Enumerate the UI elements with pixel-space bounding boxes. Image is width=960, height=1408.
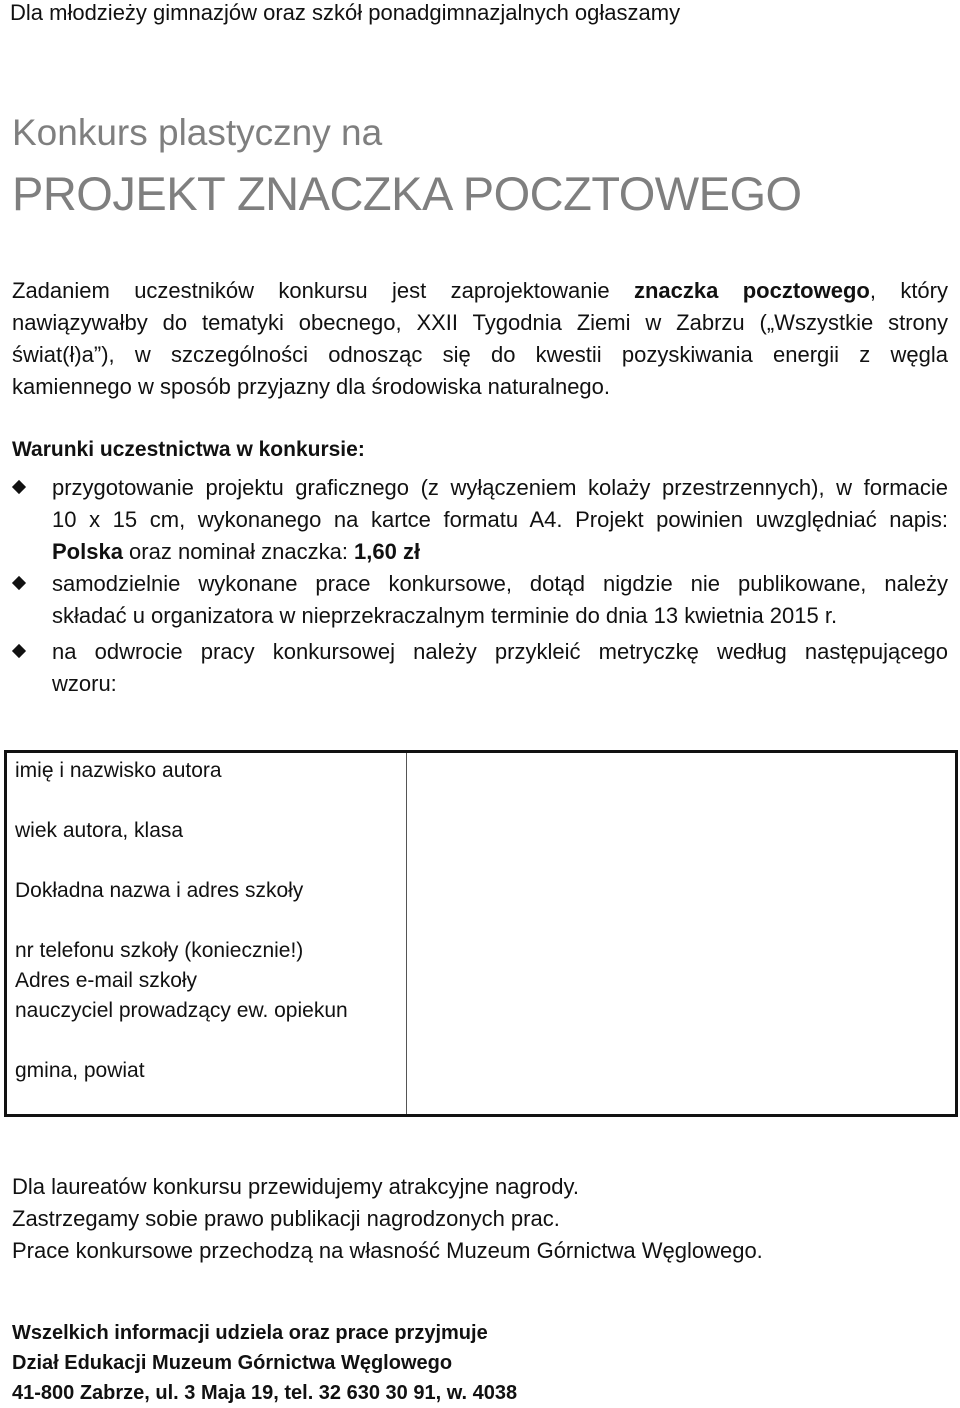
note-prizes: Dla laureatów konkursu przewidujemy atrakcyjne nagrody. <box>12 1174 579 1199</box>
diamond-bullet-icon <box>12 576 26 590</box>
contact-line-1: Wszelkich informacji udziela oraz prace przyjmuje <box>12 1322 488 1344</box>
form-label-school-phone: nr telefonu szkoły (koniecznie!) <box>15 939 304 962</box>
form-label-author-age: wiek autora, klasa <box>15 819 184 842</box>
contact-line-2: Dział Edukacji Muzeum Górnictwa Węglowego <box>12 1352 453 1374</box>
form-label-district: gmina, powiat <box>15 1059 145 1082</box>
condition-item-3: na odwrocie pracy konkursowej należy przykleić metryczkę według następującego wzoru: <box>12 636 948 700</box>
form-label-teacher: nauczyciel prowadzący ew. opiekun <box>15 999 348 1022</box>
form-column-divider <box>406 753 407 1114</box>
note-publication: Zastrzegamy sobie prawo publikacji nagrodzonych prac. <box>12 1206 560 1231</box>
title-line-1: Konkurs plastyczny na <box>12 112 383 153</box>
note-ownership: Prace konkursowe przechodzą na własność Muzeum Górnictwa Węglowego. <box>12 1238 763 1263</box>
contact-line-3: 41-800 Zabrze, ul. 3 Maja 19, tel. 32 630 30 91, w. 4038 <box>12 1382 518 1404</box>
condition-item-2: samodzielnie wykonane prace konkursowe, dotąd nigdzie nie publikowane, należy składać u organizatora w nieprzekraczalnym terminie do dnia 13 kwietnia 2015 r. <box>12 568 948 632</box>
diamond-bullet-icon <box>12 644 26 658</box>
description-line-2: nawiązywałby do tematyki obecnego, XXII Tygodnia Ziemi w Zabrzu („Wszystkie strony <box>12 310 948 335</box>
condition-item-1: przygotowanie projektu graficznego (z wyłączeniem kolaży przestrzennych), w formacie 10 x 15 cm, wykonanego na kartce formatu A4. Projekt powinien uwzględniać napis: Polska oraz nominał znaczka: 1,60 zł <box>12 472 948 568</box>
form-label-school: Dokładna nazwa i adres szkoły <box>15 879 304 902</box>
description-bold: znaczka pocztowego <box>633 278 870 303</box>
conditions-heading: Warunki uczestnictwa w konkursie: <box>12 438 365 461</box>
description-line-3: świat(ł)a”), w szczególności odnosząc się do kwestii pozyskiwania energii z węgla <box>12 342 948 367</box>
diamond-bullet-icon <box>12 480 26 494</box>
title-line-2: PROJEKT ZNACZKA POCZTOWEGO <box>12 167 802 220</box>
form-label-author-name: imię i nazwisko autora <box>15 759 222 782</box>
intro-text: Dla młodzieży gimnazjów oraz szkół ponadgimnazjalnych ogłaszamy <box>10 0 681 25</box>
form-label-email: Adres e-mail szkoły <box>15 969 198 992</box>
description-paragraph <box>12 275 948 403</box>
description-line-4: kamiennego w sposób przyjazny dla środowiska naturalnego. <box>12 374 611 399</box>
description-line-1: Zadaniem uczestników konkursu jest zaprojektowanie znaczka pocztowego, który <box>12 278 948 303</box>
entry-form-box <box>4 750 958 1117</box>
